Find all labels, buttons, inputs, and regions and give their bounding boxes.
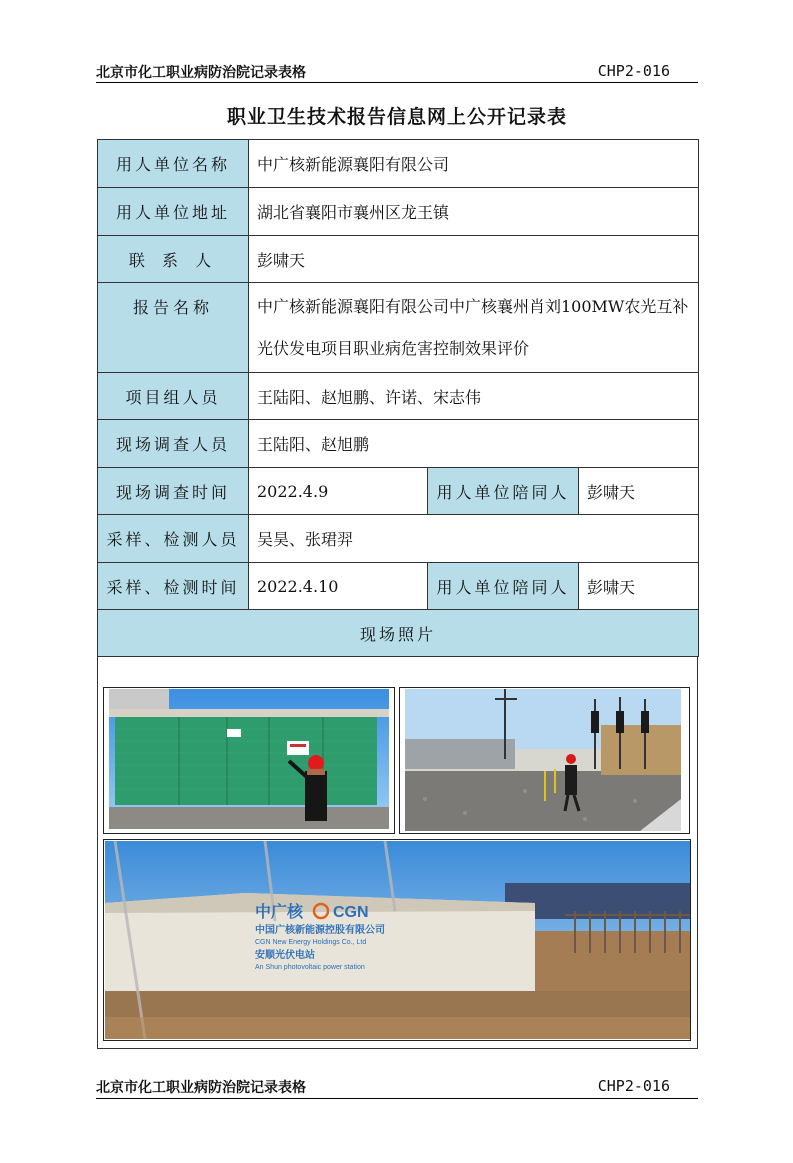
footer-org: 北京市化工职业病防治院记录表格	[96, 1080, 306, 1096]
report-name-value: 中广核新能源襄阳有限公司中广核襄州肖刘100MW农光互补光伏发电项目职业病危害控制效果评价	[249, 283, 699, 373]
photo-substation-cabinet	[109, 689, 389, 829]
sampling-escort-value: 彭啸天	[579, 563, 699, 610]
row-survey-staff	[98, 420, 699, 468]
contact-value: 彭啸天	[249, 236, 699, 283]
footer-code: CHP2-016	[597, 1077, 670, 1095]
employer-address-value: 湖北省襄阳市襄州区龙王镇	[249, 188, 699, 236]
header-code: CHP2-016	[597, 62, 670, 80]
row-photos-heading	[98, 610, 699, 657]
photo-area	[97, 656, 698, 1049]
survey-time-value: 2022.4.9	[249, 468, 428, 515]
sampling-staff-label: 采样、检测人员	[98, 515, 249, 563]
employer-name-value: 中广核新能源襄阳有限公司	[249, 140, 699, 188]
photo-switchyard	[405, 689, 681, 831]
sampling-time-value: 2022.4.10	[249, 563, 428, 610]
document-title: 职业卫生技术报告信息网上公开记录表	[226, 106, 567, 128]
project-members-value: 王陆阳、赵旭鹏、许诺、宋志伟	[249, 373, 699, 420]
row-employer-address	[98, 188, 699, 236]
survey-escort-value: 彭啸天	[579, 468, 699, 515]
contact-label: 联 系 人	[98, 236, 249, 283]
footer-rule	[96, 1098, 698, 1099]
row-sampling-staff	[98, 515, 699, 563]
report-name-label: 报告名称	[98, 283, 249, 373]
employer-address-label: 用人单位地址	[98, 188, 249, 236]
project-members-label: 项目组人员	[98, 373, 249, 420]
row-survey-time	[98, 468, 699, 515]
survey-staff-value: 王陆阳、赵旭鹏	[249, 420, 699, 468]
employer-name-label: 用人单位名称	[98, 140, 249, 188]
record-table	[97, 139, 699, 657]
survey-escort-label: 用人单位陪同人	[428, 468, 579, 515]
sign-brand-en: CGN	[333, 904, 369, 921]
sign-station-cn: 安顺光伏电站	[255, 950, 315, 961]
row-report-name	[98, 283, 699, 373]
photos-heading: 现场照片	[98, 610, 699, 657]
sampling-staff-value: 吴昊、张珺羿	[249, 515, 699, 563]
survey-staff-label: 现场调查人员	[98, 420, 249, 468]
survey-time-label: 现场调查时间	[98, 468, 249, 515]
sign-company-en: CGN New Energy Holdings Co., Ltd	[255, 939, 367, 946]
photo-cgn-sign	[105, 841, 690, 1039]
header-org: 北京市化工职业病防治院记录表格	[96, 65, 306, 81]
row-employer-name	[98, 140, 699, 188]
sampling-escort-label: 用人单位陪同人	[428, 563, 579, 610]
row-sampling-time	[98, 563, 699, 610]
row-project-members	[98, 373, 699, 420]
row-contact	[98, 236, 699, 283]
sign-company-cn: 中国广核新能源控股有限公司	[255, 925, 385, 936]
header-rule	[96, 82, 698, 83]
sign-brand-cn: 中广核	[255, 904, 304, 921]
sampling-time-label: 采样、检测时间	[98, 563, 249, 610]
sign-station-en: An Shun photovoltaic power station	[255, 964, 365, 971]
